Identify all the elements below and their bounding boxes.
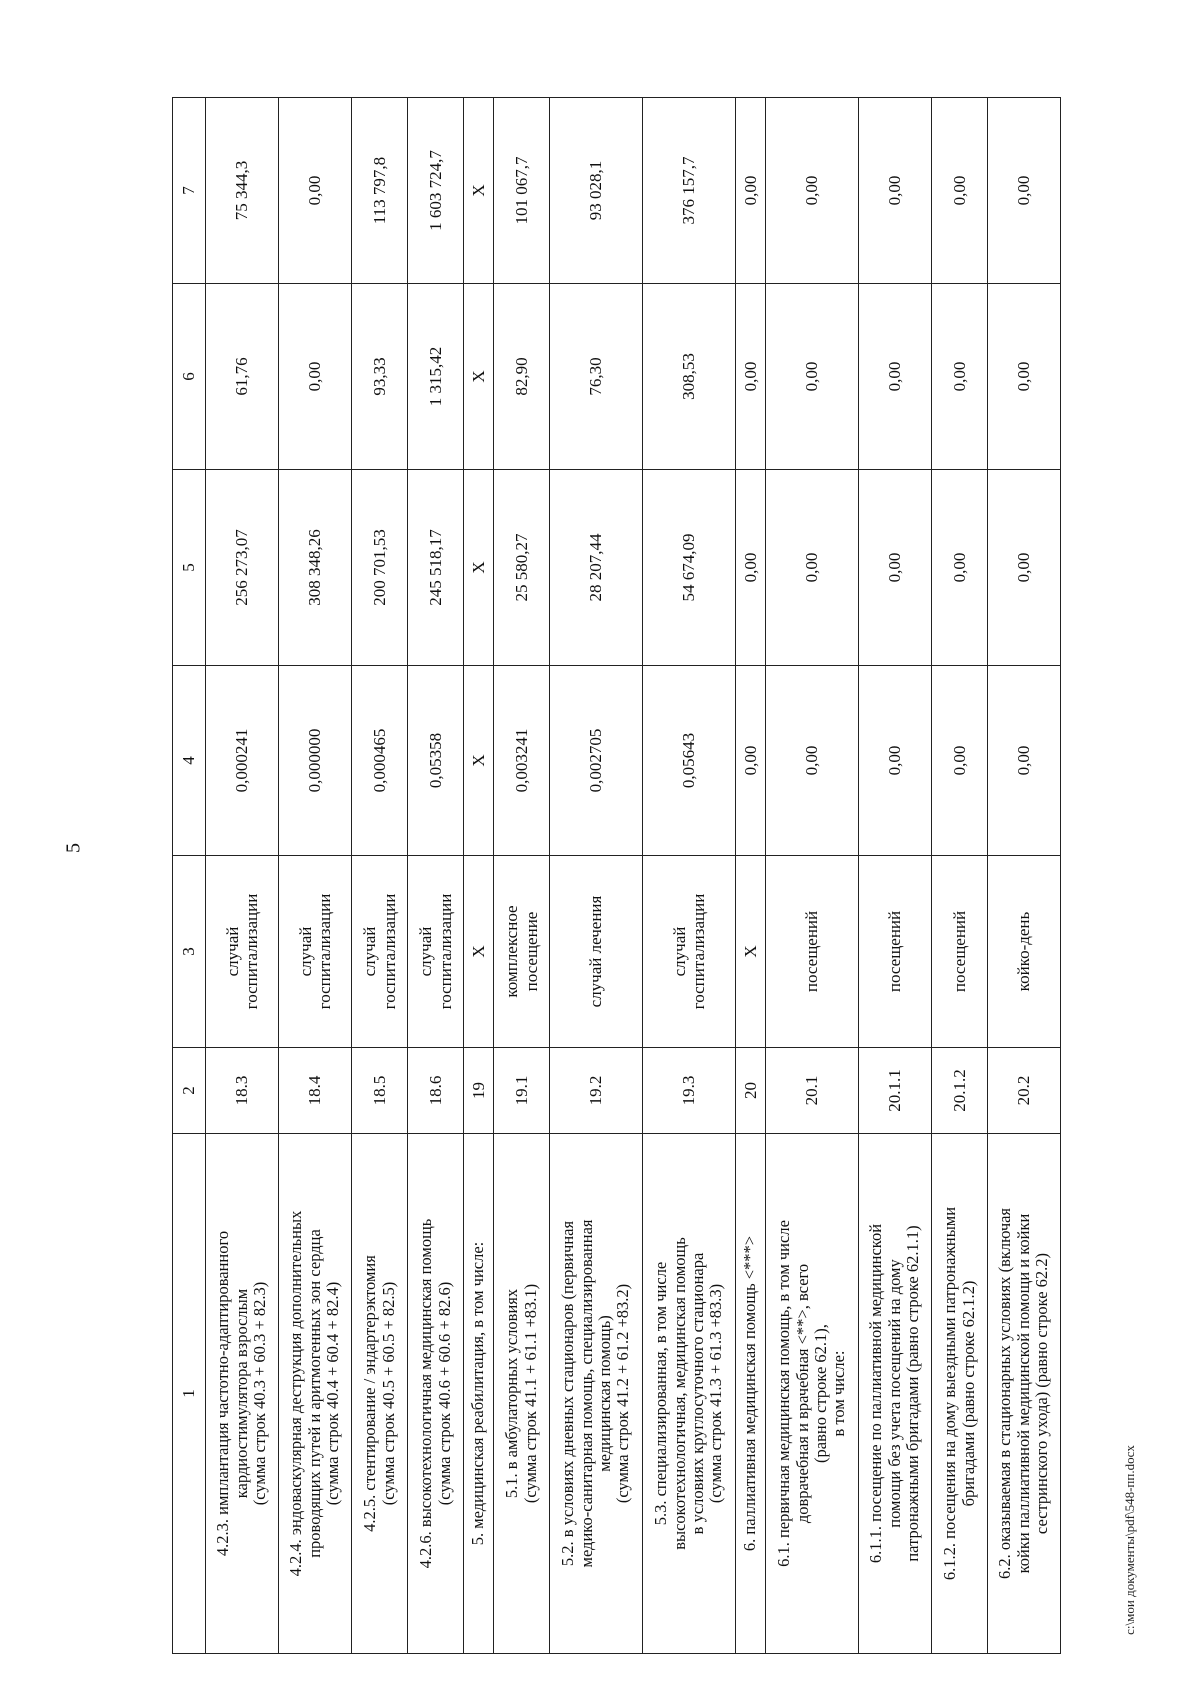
unit-cell-line: случай лечения	[586, 895, 606, 1008]
row-name-cell-line: 6.1.1. посещение по паллиативной медицинской	[866, 1223, 886, 1564]
row-name-cell-line: 6. паллиативная медицинская помощь <***>	[740, 1235, 760, 1552]
value-cell-col7: 0,00	[736, 98, 766, 284]
value-cell-col5: 0,00	[736, 470, 766, 666]
value-cell-col4: 0,000241	[206, 666, 279, 856]
unit-cell-line: случай	[295, 926, 315, 977]
value-cell-col4: 0,002705	[550, 666, 643, 856]
row-name-cell-line: высокотехнологичная, медицинская помощь	[669, 1237, 689, 1550]
unit-cell	[408, 856, 464, 1048]
column-header: 2	[173, 1048, 206, 1134]
column-header: 5	[173, 470, 206, 666]
unit-cell	[279, 856, 352, 1048]
column-header: 7	[173, 98, 206, 284]
value-cell-col7: 1 603 724,7	[408, 98, 464, 284]
value-cell-col6: 61,76	[206, 284, 279, 470]
row-name-cell-line: 6.1. первичная медицинская помощь, в том числе	[774, 1220, 794, 1567]
unit-cell-line: госпитализации	[435, 893, 455, 1010]
value-cell-col6: 1 315,42	[408, 284, 464, 470]
unit-cell-line: X	[468, 945, 488, 958]
row-name-cell	[859, 1134, 932, 1654]
value-cell-col7: 0,00	[766, 98, 859, 284]
row-name-cell-line: (сумма строк 41.2 + 61.2 +83.2)	[613, 1283, 633, 1504]
table-row	[352, 98, 408, 1654]
column-header: 4	[173, 666, 206, 856]
row-name-cell-line: помощи без учета посещений на дому	[884, 1259, 904, 1528]
value-cell-col4: X	[464, 666, 494, 856]
value-cell-col4: 0,00	[988, 666, 1061, 856]
row-name-cell-line: (сумма строк 41.3 + 61.3 +83.3)	[706, 1283, 726, 1504]
unit-cell-line: посещений	[802, 910, 822, 993]
column-header: 6	[173, 284, 206, 470]
value-cell-col7: 93 028,1	[550, 98, 643, 284]
row-name-cell	[766, 1134, 859, 1654]
unit-cell	[736, 856, 766, 1048]
row-name-cell-line: койки паллиативной медицинской помощи и койки	[1013, 1213, 1033, 1574]
table-row	[550, 98, 643, 1654]
unit-cell-line: X	[740, 945, 760, 958]
row-code-cell: 20.1.2	[932, 1048, 988, 1134]
value-cell-col4: 0,00	[932, 666, 988, 856]
unit-cell	[206, 856, 279, 1048]
value-cell-col6: 0,00	[736, 284, 766, 470]
row-code-cell: 20.2	[988, 1048, 1061, 1134]
row-name-cell-line: 5.2. в условиях дневных стационаров (первичная	[558, 1220, 578, 1567]
value-cell-col4: 0,00	[766, 666, 859, 856]
value-cell-col7: 101 067,7	[494, 98, 550, 284]
row-code-cell: 18.5	[352, 1048, 408, 1134]
value-cell-col4: 0,05358	[408, 666, 464, 856]
value-cell-col6: 308,53	[643, 284, 736, 470]
row-name-cell-line: 4.2.4. эндоваскулярная деструкция дополнительных	[286, 1210, 306, 1577]
value-cell-col4: 0,00	[736, 666, 766, 856]
unit-cell	[932, 856, 988, 1048]
value-cell-col4: 0,000000	[279, 666, 352, 856]
unit-cell	[550, 856, 643, 1048]
row-name-cell	[550, 1134, 643, 1654]
row-name-cell	[464, 1134, 494, 1654]
footer-file-path: c:\мои документы\pdf\548-пп.docx	[1122, 1445, 1137, 1635]
table-row	[932, 98, 988, 1654]
value-cell-col5: 0,00	[932, 470, 988, 666]
row-code-cell: 20.1.1	[859, 1048, 932, 1134]
unit-cell-line: госпитализации	[242, 893, 261, 1010]
unit-cell-line: койко-день	[1014, 911, 1034, 992]
row-name-cell-line: сестринского ухода) (равно строке 62.2)	[1032, 1252, 1052, 1535]
table-header-row	[173, 98, 206, 1654]
table-row	[464, 98, 494, 1654]
value-cell-col7: 0,00	[279, 98, 352, 284]
row-name-cell-line: патронажными бригадами (равно строке 62.1.1)	[903, 1225, 923, 1562]
row-name-cell-line: 4.2.6. высокотехнологичная медицинская помощь	[416, 1218, 436, 1569]
row-name-cell-line: в условиях круглосуточного стационара	[688, 1252, 707, 1535]
row-name-cell	[643, 1134, 736, 1654]
row-name-cell	[206, 1134, 279, 1654]
row-name-cell	[408, 1134, 464, 1654]
row-name-cell-line: 6.2. оказываемая в стационарных условиях (включая	[995, 1207, 1015, 1580]
table-row	[494, 98, 550, 1654]
table-row	[408, 98, 464, 1654]
value-cell-col5: 54 674,09	[643, 470, 736, 666]
value-cell-col5: X	[464, 470, 494, 666]
value-cell-col6: 93,33	[352, 284, 408, 470]
value-cell-col6: 0,00	[859, 284, 932, 470]
unit-cell	[352, 856, 408, 1048]
row-name-cell-line: медико-санитарная помощь, специализированная	[576, 1219, 596, 1568]
value-cell-col6: 76,30	[550, 284, 643, 470]
unit-cell-line: посещений	[885, 910, 905, 993]
unit-cell-line: госпитализации	[315, 893, 334, 1010]
unit-cell	[766, 856, 859, 1048]
unit-cell-line: госпитализации	[379, 893, 399, 1010]
page-number: 5	[62, 843, 85, 853]
unit-cell-line: госпитализации	[689, 893, 708, 1010]
row-code-cell: 18.6	[408, 1048, 464, 1134]
row-name-cell-line: бригадами (равно строке 62.1.2)	[958, 1280, 978, 1507]
unit-cell-line: комплексное	[502, 905, 522, 998]
row-name-cell-line: 5.3. специализированная, в том числе	[651, 1261, 671, 1526]
row-name-cell-line: 4.2.5. стентирование / эндартерэктомия	[360, 1255, 380, 1532]
value-cell-col7: X	[464, 98, 494, 284]
row-name-cell-line: (сумма строк 40.4 + 60.4 + 82.4)	[323, 1281, 343, 1506]
table-row	[206, 98, 279, 1654]
row-code-cell: 19.1	[494, 1048, 550, 1134]
table-body	[206, 98, 1061, 1654]
unit-cell	[988, 856, 1061, 1048]
data-table	[172, 97, 1061, 1654]
value-cell-col5: 245 518,17	[408, 470, 464, 666]
value-cell-col4: 0,003241	[494, 666, 550, 856]
value-cell-col7: 376 157,7	[643, 98, 736, 284]
row-name-cell-line: проводящих путей и аритмогенных зон сердца	[304, 1229, 324, 1558]
value-cell-col6: 82,90	[494, 284, 550, 470]
value-cell-col4: 0,00	[859, 666, 932, 856]
row-name-cell-line: (равно строке 62.1),	[811, 1324, 830, 1463]
value-cell-col5: 0,00	[988, 470, 1061, 666]
value-cell-col5: 200 701,53	[352, 470, 408, 666]
row-name-cell-line: 5. медицинская реабилитация, в том числе:	[468, 1241, 488, 1546]
row-name-cell-line: доврачебная и врачебная <**>, всего	[792, 1263, 812, 1524]
row-name-cell-line: 4.2.3. имплантация частотно-адаптированного	[213, 1230, 233, 1557]
row-name-cell-line: (сумма строк 41.1 + 61.1 +83.1)	[520, 1283, 540, 1504]
unit-cell	[494, 856, 550, 1048]
unit-cell-line: посещение	[521, 911, 541, 992]
row-name-cell-line: 6.1.2. посещения на дому выездными патронажными	[940, 1206, 960, 1581]
row-code-cell: 18.4	[279, 1048, 352, 1134]
table-row	[766, 98, 859, 1654]
row-name-cell	[988, 1134, 1061, 1654]
value-cell-col5: 28 207,44	[550, 470, 643, 666]
value-cell-col6: 0,00	[932, 284, 988, 470]
value-cell-col5: 308 348,26	[279, 470, 352, 666]
value-cell-col7: 0,00	[988, 98, 1061, 284]
unit-cell-line: случай	[669, 926, 689, 977]
unit-cell	[643, 856, 736, 1048]
row-code-cell: 19.3	[643, 1048, 736, 1134]
row-code-cell: 19	[464, 1048, 494, 1134]
row-name-cell	[352, 1134, 408, 1654]
row-code-cell: 20.1	[766, 1048, 859, 1134]
table-row	[643, 98, 736, 1654]
row-name-cell-line: медицинская помощь)	[595, 1315, 614, 1472]
row-name-cell-line: (сумма строк 40.3 + 60.3 + 82.3)	[250, 1281, 270, 1506]
value-cell-col7: 113 797,8	[352, 98, 408, 284]
row-name-cell-line: кардиостимулятора взрослым	[231, 1288, 251, 1499]
table-row	[859, 98, 932, 1654]
row-name-cell	[736, 1134, 766, 1654]
value-cell-col7: 75 344,3	[206, 98, 279, 284]
value-cell-col4: 0,05643	[643, 666, 736, 856]
row-code-cell: 18.3	[206, 1048, 279, 1134]
row-name-cell-line: в том числе:	[829, 1350, 849, 1437]
table-row	[988, 98, 1061, 1654]
unit-cell-line: посещений	[949, 910, 969, 993]
value-cell-col6: 0,00	[279, 284, 352, 470]
value-cell-col4: 0,000465	[352, 666, 408, 856]
unit-cell-line: случай	[360, 926, 380, 977]
value-cell-col7: 0,00	[859, 98, 932, 284]
value-cell-col5: 25 580,27	[494, 470, 550, 666]
value-cell-col6: X	[464, 284, 494, 470]
row-name-cell-line: (сумма строк 40.6 + 60.6 + 82.6)	[434, 1281, 454, 1506]
value-cell-col5: 0,00	[859, 470, 932, 666]
row-name-cell	[279, 1134, 352, 1654]
table-row	[279, 98, 352, 1654]
value-cell-col6: 0,00	[988, 284, 1061, 470]
row-code-cell: 20	[736, 1048, 766, 1134]
row-name-cell-line: 5.1. в амбулаторных условиях	[502, 1288, 522, 1499]
unit-cell	[859, 856, 932, 1048]
column-header: 3	[173, 856, 206, 1048]
row-name-cell	[494, 1134, 550, 1654]
row-code-cell: 19.2	[550, 1048, 643, 1134]
unit-cell-line: случай	[222, 926, 242, 977]
value-cell-col7: 0,00	[932, 98, 988, 284]
rotated-table-wrapper	[172, 98, 1052, 1654]
value-cell-col6: 0,00	[766, 284, 859, 470]
value-cell-col5: 256 273,07	[206, 470, 279, 666]
table-row	[736, 98, 766, 1654]
column-header: 1	[173, 1134, 206, 1654]
value-cell-col5: 0,00	[766, 470, 859, 666]
unit-cell	[464, 856, 494, 1048]
row-name-cell-line: (сумма строк 40.5 + 60.5 + 82.5)	[378, 1281, 398, 1506]
row-name-cell	[932, 1134, 988, 1654]
unit-cell-line: случай	[416, 926, 436, 977]
